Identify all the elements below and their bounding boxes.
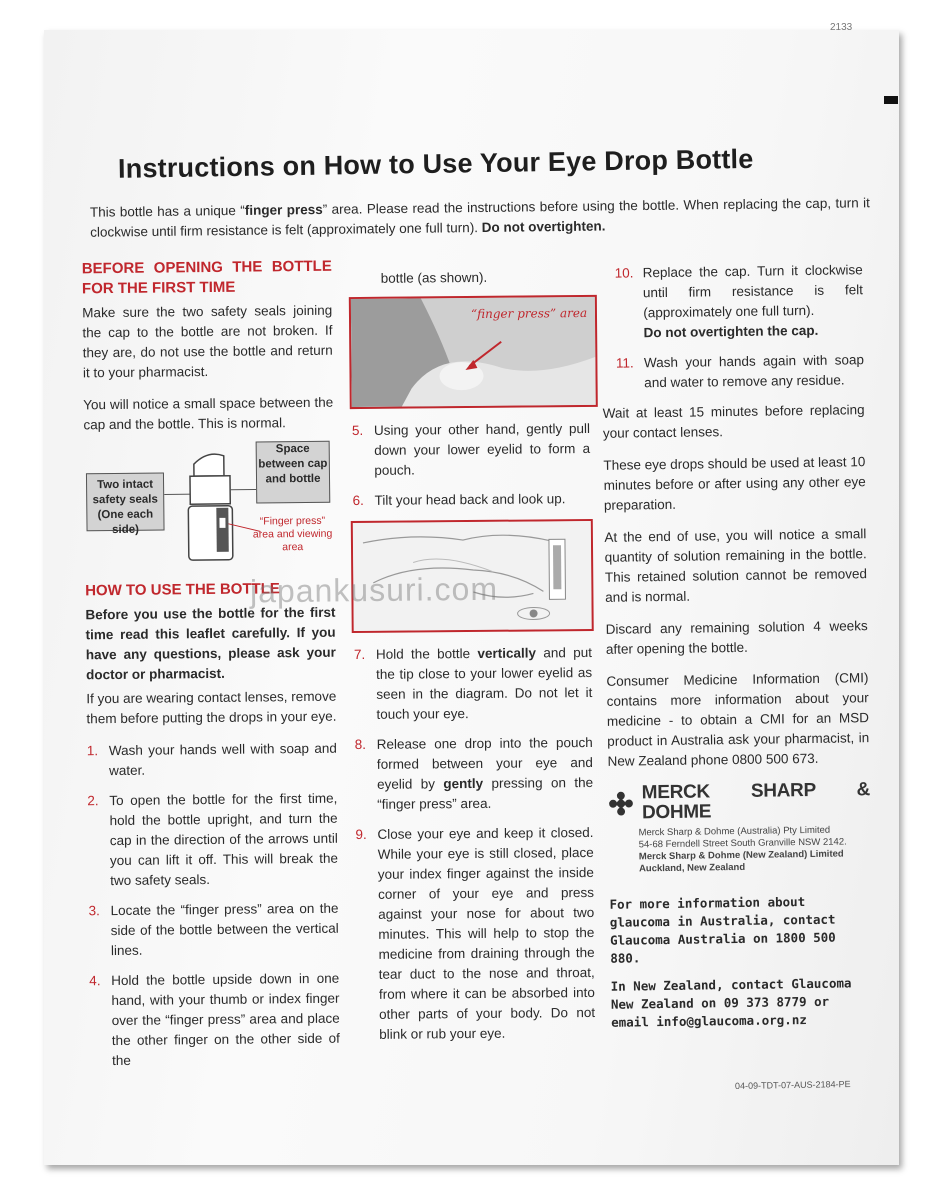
step-9: [355, 823, 595, 1045]
address-line-3: Merck Sharp & Dohme (New Zealand) Limited: [638, 848, 844, 863]
before-opening-p2: You will notice a small space between the cap and the bottle. This is normal.: [83, 394, 334, 433]
step-text: Hold the bottle upside down in one hand, with your thumb or index finger over the “finger press” area and place the other finger on the other side of the: [111, 970, 340, 1069]
step-number: 2.: [87, 793, 99, 809]
how-to-use-intro: Before you use the bottle for the first time read this leaflet carefully. If you have any questions, please ask your doctor or pharmacist.: [85, 604, 336, 683]
step-1: [87, 739, 337, 782]
step-number: 7.: [353, 646, 366, 663]
space-label: Space between cap and bottle: [256, 441, 331, 504]
discard-note: Discard any remaining solution 4 weeks after opening the bottle.: [605, 618, 868, 657]
bottle-seal-diagram: [84, 442, 335, 570]
watermark: japankusuri.com: [249, 570, 499, 610]
before-opening-p1: Make sure the two safety seals joining the cap to the bottle are not broken. If they are, do not use the bottle and return it to your pharmacist.: [82, 302, 333, 381]
how-to-use-heading: HOW TO USE THE BOTTLE: [85, 580, 280, 600]
address-line-1: Merck Sharp & Dohme (Australia) Pty Limited: [638, 824, 831, 839]
page-title: Instructions on How to Use Your Eye Drop Bottle: [117, 143, 754, 184]
remaining-solution-note: At the end of use, you will notice a small quantity of solution remaining in the bottle. This retained solution cannot be removed and is normal.: [604, 526, 868, 605]
address-line-2: 54-68 Ferndell Street South Granville NSW 2142.: [638, 836, 847, 851]
company-name: MERCK SHARP & DOHME: [641, 779, 871, 824]
cmi-note: Consumer Medicine Information (CMI) contains more information about your medicine - to obtain a CMI for an MSD product in Australia ask your pharmacist, in New Zealand phone 0800 500 673.: [606, 670, 870, 769]
step-text: Tilt your head back and look up.: [374, 491, 566, 508]
contact-lens-note: If you are wearing contact lenses, remove them before putting the drops in your eye.: [86, 688, 337, 727]
step-3: [88, 899, 339, 962]
step-7: [354, 643, 593, 725]
safety-seals-label: Two intact safety seals (One each side): [86, 472, 165, 531]
finger-press-viewing-label: “Finger press” area and viewing area: [252, 514, 333, 554]
intro-warning: Do not overtighten.: [481, 218, 606, 235]
before-opening-heading: BEFORE OPENING THE BOTTLE FOR THE FIRST TIME: [81, 257, 332, 298]
step-text: Replace the cap. Turn it clockwise until firm resistance is felt (approximately one full turn).: [642, 262, 864, 321]
intro-finger-press: finger press: [244, 201, 323, 218]
intro-text-a: This bottle has a unique “: [89, 202, 245, 220]
step-number: 3.: [88, 903, 100, 919]
step-number: 6.: [352, 492, 364, 509]
glaucoma-nz-info: In New Zealand, contact Glaucoma New Zealand on 09 373 8779 or email info@glaucoma.org.nz: [610, 975, 852, 1030]
other-preparation-note: These eye drops should be used at least 10 minutes before or after using any other eye preparation.: [603, 454, 866, 513]
step-text: To open the bottle for the first time, hold the bottle upright, and turn the cap in the direction of the arrows until you can lift it off. This will break the two safety seals.: [109, 790, 339, 889]
step-text: Locate the “finger press” area on the side of the bottle between the vertical lines.: [110, 900, 339, 959]
top-code: 2133: [830, 22, 853, 33]
contact-lens-wait: Wait at least 15 minutes before replacing your contact lenses.: [602, 402, 865, 441]
step-text: Close your eye and keep it closed. While your eye is still closed, place your index finger against the inside corner of your eye and press against your nose for about two minutes. This will help to stop the medicine from draining through the tear duct to the nose and throat, from where it can be absorbed into other parts of your body. Do not blink or rub your eye.: [377, 824, 596, 1042]
glaucoma-australia-info: For more information about glaucoma in Australia, contact Glaucoma Australia on 1800 500 880.: [609, 894, 836, 966]
step-2: [87, 789, 338, 892]
step-text-a: Release one drop into the pouch formed between your eye and eyelid by: [376, 734, 593, 792]
address-line-4: Auckland, New Zealand: [638, 861, 746, 875]
step-4: [89, 969, 340, 1072]
step-number: 9.: [355, 826, 367, 843]
company-logo: [608, 780, 871, 824]
step-11: [602, 350, 865, 394]
step-6: [353, 489, 591, 511]
intro-text-b: ” area. Please read the instructions before using the bottle. When replacing the cap, turn it clockwise until firm resistance is felt (approximately one full turn).: [90, 195, 870, 240]
step-text: Using your other hand, gently pull down your lower eyelid to form a pouch.: [373, 420, 591, 478]
company-address: [638, 824, 871, 875]
step-text-b: pressing on the “finger press” area.: [377, 774, 594, 812]
step-text: Wash your hands again with soap and water to remove any residue.: [643, 352, 865, 391]
finger-press-area-label: “finger press” area: [470, 305, 588, 322]
step-text: Wash your hands well with soap and water.: [108, 740, 337, 779]
step-number: 1.: [86, 743, 99, 759]
step-text-a: Hold the bottle: [375, 645, 478, 662]
step-4-continued: bottle (as shown).: [380, 269, 488, 286]
edge-mark: [884, 96, 898, 104]
step-number: 10.: [614, 265, 634, 281]
step-5: [352, 419, 591, 481]
step-8: [355, 733, 594, 815]
step-10: [601, 260, 864, 344]
finger-press-photo: [349, 295, 598, 409]
step-text-b: and put the tip close to your lower eyelid as seen in the diagram. Do not let it touch your eye.: [376, 644, 593, 722]
msd-logo-icon: [608, 790, 634, 816]
step-number: 8.: [354, 736, 367, 753]
step-text-bold: gently: [443, 775, 484, 792]
column-1: [82, 257, 341, 1082]
column-2: [351, 267, 596, 1055]
step-number: 5.: [351, 422, 364, 439]
step-number: 11.: [615, 355, 634, 371]
column-3: [601, 260, 874, 1042]
document-code: 04-09-TDT-07-AUS-2184-PE: [734, 1078, 851, 1092]
step-10-warning: Do not overtighten the cap.: [643, 322, 819, 341]
bottle-illustration: [164, 445, 265, 568]
step-text-bold: vertically: [477, 645, 537, 661]
step-number: 4.: [89, 973, 101, 989]
